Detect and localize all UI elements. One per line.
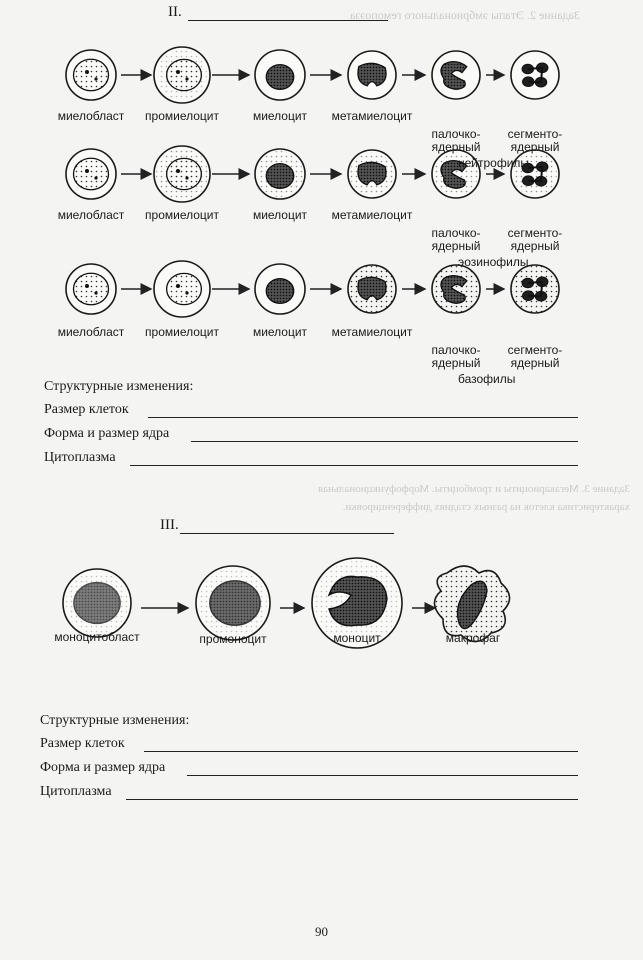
granulocyte-cell-r3-c6 <box>511 265 559 313</box>
granulocyte-label-r3-c1: миелобласт <box>57 325 125 339</box>
section-ii-numeral: II. <box>168 4 182 20</box>
granulocyte-label-r3-c5: палочко- ядерный <box>431 343 481 370</box>
monocyte-label-2: промоноцит <box>199 632 267 646</box>
granulocyte-label-r2-c5: палочко- ядерный <box>431 226 481 253</box>
granulocyte-cell-r2-c3 <box>255 149 305 199</box>
structural-field-1-1: Размер клеток <box>44 402 129 417</box>
granulocyte-cell-r3-c4 <box>348 265 396 313</box>
structural-field-1-2: Форма и размер ядра <box>44 426 170 441</box>
series-label-1: нейтрофилы <box>458 156 530 170</box>
granulocyte-label-r3-c4: метамиелоцит <box>331 325 413 339</box>
structural-field-2-1: Размер клеток <box>40 736 125 751</box>
granulocyte-label-r2-c2: промиелоцит <box>145 208 219 222</box>
page-number: 90 <box>315 924 328 939</box>
structural-answer-line-2-1[interactable] <box>144 751 578 752</box>
monocyte-label-1: моноцитобласт <box>54 630 140 644</box>
granulocyte-label-r2-c6: сегменто- ядерный <box>507 226 563 253</box>
structural-answer-line-1-1[interactable] <box>148 417 578 418</box>
granulocyte-cell-r1-c2 <box>154 47 210 103</box>
structural-answer-line-1-2[interactable] <box>191 441 578 442</box>
granulocyte-label-r3-c3: миелоцит <box>252 325 308 339</box>
granulocyte-label-r1-c3: миелоцит <box>252 109 308 123</box>
granulocyte-cell-r1-c1 <box>66 50 116 100</box>
bleed-through-heading: Задание 2. Этапы эмбрионального гемопоэза <box>350 8 580 22</box>
granulocyte-label-r1-c2: промиелоцит <box>145 109 219 123</box>
granulocyte-cell-r3-c2 <box>154 261 210 317</box>
structural-answer-line-2-2[interactable] <box>187 775 578 776</box>
granulocyte-label-r2-c4: метамиелоцит <box>331 208 413 222</box>
granulocyte-label-r3-c2: промиелоцит <box>145 325 219 339</box>
granulocyte-cell-r3-c1 <box>66 264 116 314</box>
monocyte-cell-1 <box>63 569 131 637</box>
granulocyte-cell-r1-c3 <box>255 50 305 100</box>
series-label-3: базофилы <box>458 372 516 386</box>
granulocyte-cell-r3-c3 <box>255 264 305 314</box>
granulocyte-cell-r2-c2 <box>154 146 210 202</box>
granulocyte-label-r1-c4: метамиелоцит <box>331 109 413 123</box>
structural-field-1-3: Цитоплазма <box>44 450 116 465</box>
structural-field-2-3: Цитоплазма <box>40 784 112 799</box>
granulocyte-cell-r1-c5 <box>432 51 480 99</box>
granulocyte-cell-r3-c5 <box>432 265 480 313</box>
section-iii-title-line <box>180 533 394 534</box>
granulocyte-cell-r2-c4 <box>348 150 396 198</box>
structural-heading-1: Структурные изменения: <box>44 379 194 394</box>
granulocyte-cell-r1-c4 <box>348 51 396 99</box>
series-label-2: эозинофилы <box>458 255 529 269</box>
granulocyte-label-r1-c1: миелобласт <box>57 109 125 123</box>
granulocyte-label-r2-c3: миелоцит <box>252 208 308 222</box>
granulocyte-label-r1-c5: палочко- ядерный <box>431 127 481 154</box>
section-iii-numeral: III. <box>160 517 179 533</box>
structural-answer-line-2-3[interactable] <box>126 799 578 800</box>
structural-answer-line-1-3[interactable] <box>130 465 578 466</box>
bleed-through-text: Задание 3. Мегакариоциты и тромбоциты. Морфофункциональная характеристика клеток на разных стадиях дифференцировки. <box>318 483 630 513</box>
granulocyte-label-r3-c6: сегменто- ядерный <box>507 343 563 370</box>
monocyte-label-4: макрофаг <box>445 631 501 645</box>
structural-heading-2: Структурные изменения: <box>40 713 190 728</box>
granulocyte-label-r1-c6: сегменто- ядерный <box>507 127 563 154</box>
structural-field-2-2: Форма и размер ядра <box>40 760 166 775</box>
granulocyte-cell-r2-c1 <box>66 149 116 199</box>
granulocyte-label-r2-c1: миелобласт <box>57 208 125 222</box>
monocyte-label-3: моноцит <box>333 631 381 645</box>
section-iii-heading <box>160 517 179 534</box>
monocyte-cell-2 <box>196 566 270 640</box>
granulocyte-cell-r1-c6 <box>511 51 559 99</box>
